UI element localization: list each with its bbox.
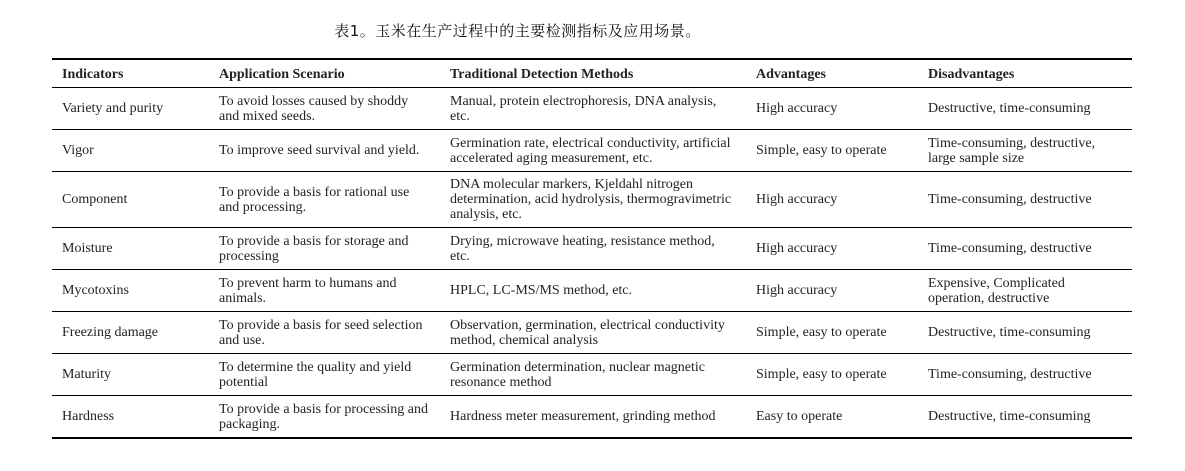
- header-advantages: Advantages: [756, 66, 827, 82]
- cell-disadvantages: Destructive, time-consuming: [928, 325, 1091, 340]
- cell-indicator: Moisture: [62, 241, 113, 256]
- table-row: [52, 312, 1132, 354]
- header-disadvantages: Disadvantages: [928, 66, 1015, 82]
- cell-indicator: Mycotoxins: [62, 283, 129, 298]
- table-row: [52, 130, 1132, 172]
- cell-detection-methods: Germination rate, electrical conductivity, artificial accelerated aging measurement, etc.: [450, 135, 731, 166]
- table-caption: [0, 20, 1185, 41]
- cell-indicator: Maturity: [62, 367, 111, 382]
- cell-application-scenario: To provide a basis for storage and processing: [219, 233, 409, 264]
- table-row: [52, 228, 1132, 270]
- cell-detection-methods: Germination determination, nuclear magnetic resonance method: [450, 359, 706, 390]
- cell-disadvantages: Expensive, Complicated operation, destructive: [928, 275, 1065, 306]
- cell-indicator: Variety and purity: [62, 101, 164, 116]
- cell-indicator: Freezing damage: [62, 325, 159, 340]
- cell-advantages: Simple, easy to operate: [756, 325, 887, 340]
- cell-disadvantages: Time-consuming, destructive: [928, 241, 1092, 256]
- cell-disadvantages: Time-consuming, destructive, large sample size: [928, 135, 1096, 166]
- cell-detection-methods: Drying, microwave heating, resistance method, etc.: [450, 233, 715, 264]
- cell-application-scenario: To determine the quality and yield potential: [219, 359, 412, 390]
- cell-advantages: High accuracy: [756, 241, 838, 256]
- table-row: [52, 354, 1132, 396]
- cell-application-scenario: To provide a basis for rational use and processing.: [219, 184, 410, 215]
- cell-detection-methods: Hardness meter measurement, grinding method: [450, 409, 716, 424]
- cell-application-scenario: To prevent harm to humans and animals.: [219, 275, 397, 306]
- cell-application-scenario: To provide a basis for seed selection and use.: [219, 317, 423, 348]
- cell-advantages: High accuracy: [756, 101, 838, 116]
- cell-advantages: Easy to operate: [756, 409, 843, 424]
- indicators-table: [52, 58, 1132, 439]
- cell-advantages: High accuracy: [756, 283, 838, 298]
- cell-detection-methods: Manual, protein electrophoresis, DNA analysis, etc.: [450, 93, 717, 124]
- cell-indicator: Vigor: [62, 143, 94, 158]
- cell-disadvantages: Destructive, time-consuming: [928, 101, 1091, 116]
- cell-application-scenario: To provide a basis for processing and packaging.: [219, 401, 428, 432]
- cell-disadvantages: Time-consuming, destructive: [928, 367, 1092, 382]
- table-header-row: [52, 59, 1132, 88]
- cell-indicator: Hardness: [62, 409, 115, 424]
- table-caption-text: 表1。玉米在生产过程中的主要检测指标及应用场景。: [334, 22, 701, 40]
- header-application-scenario: Application Scenario: [219, 66, 345, 82]
- cell-advantages: High accuracy: [756, 192, 838, 207]
- header-indicators: Indicators: [62, 66, 124, 82]
- cell-detection-methods: DNA molecular markers, Kjeldahl nitrogen determination, acid hydrolysis, thermogravimetric analysis, etc.: [450, 177, 732, 222]
- table-row: [52, 270, 1132, 312]
- cell-detection-methods: HPLC, LC-MS/MS method, etc.: [450, 283, 633, 298]
- cell-detection-methods: Observation, germination, electrical conductivity method, chemical analysis: [450, 317, 725, 348]
- table-row: [52, 88, 1132, 130]
- table-row: [52, 396, 1132, 439]
- cell-advantages: Simple, easy to operate: [756, 143, 887, 158]
- cell-application-scenario: To improve seed survival and yield.: [219, 143, 420, 158]
- cell-advantages: Simple, easy to operate: [756, 367, 887, 382]
- cell-application-scenario: To avoid losses caused by shoddy and mixed seeds.: [219, 93, 409, 124]
- cell-indicator: Component: [62, 192, 128, 207]
- table-row: [52, 172, 1132, 228]
- cell-disadvantages: Time-consuming, destructive: [928, 192, 1092, 207]
- header-traditional-detection-methods: Traditional Detection Methods: [450, 66, 634, 82]
- cell-disadvantages: Destructive, time-consuming: [928, 409, 1091, 424]
